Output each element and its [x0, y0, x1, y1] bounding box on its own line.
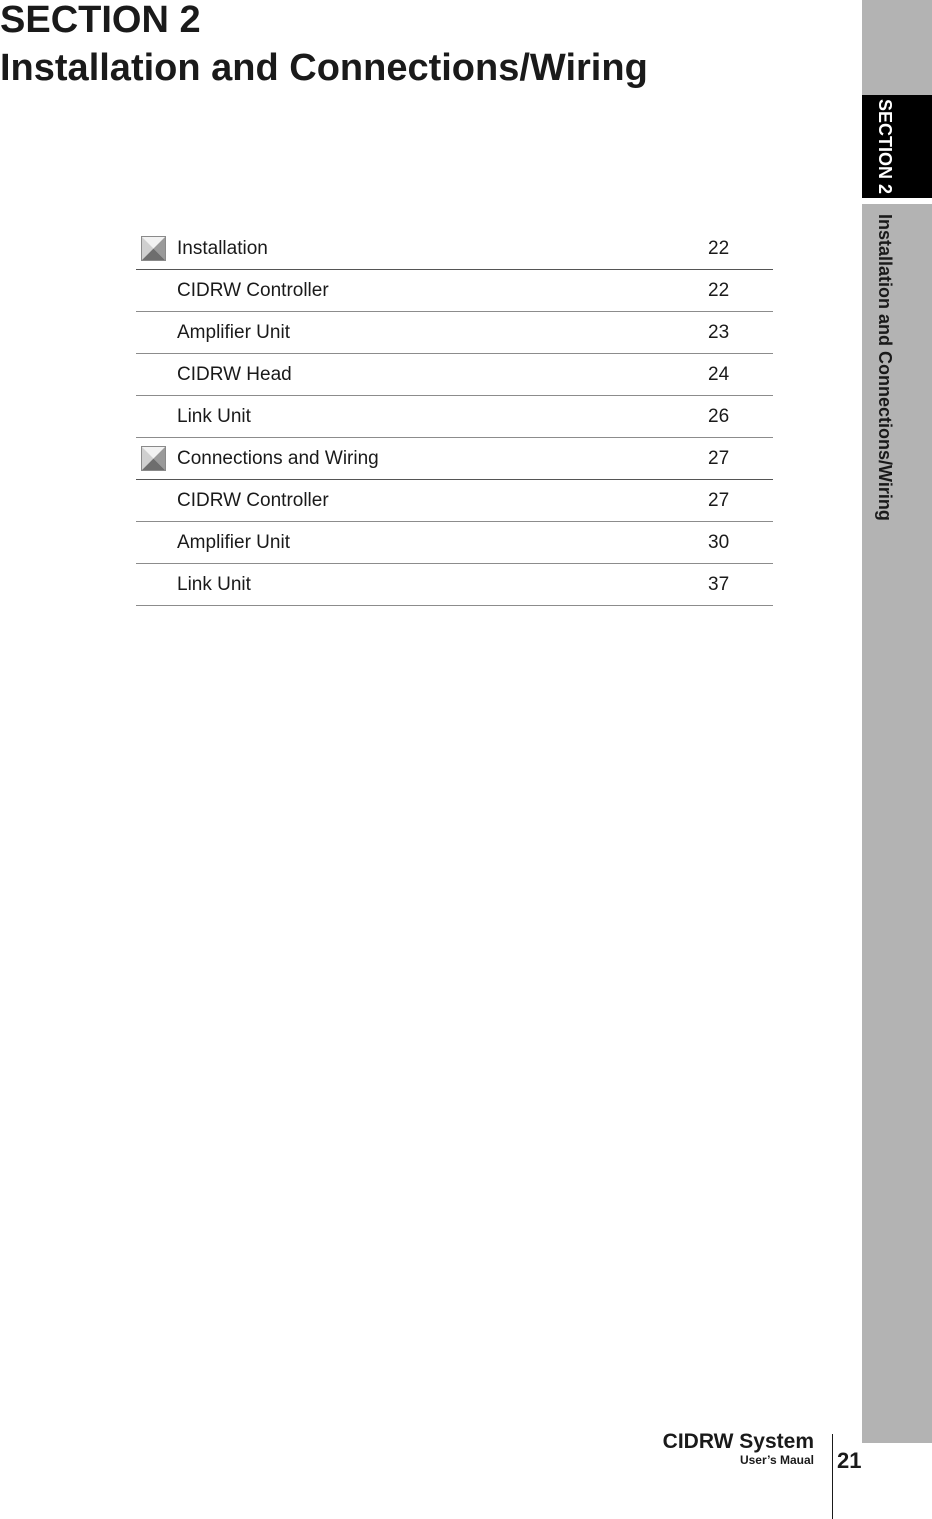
toc-section-row[interactable] — [136, 228, 773, 270]
side-tab-section-label: SECTION 2 — [875, 99, 895, 195]
toc-entry-label: Connections and Wiring — [177, 448, 379, 469]
toc-page-number: 26 — [708, 406, 730, 427]
toc-page-number: 23 — [708, 322, 730, 343]
toc-page-number: 22 — [708, 238, 730, 259]
table-of-contents — [136, 228, 773, 606]
footer-product-name: CIDRW System — [662, 1430, 814, 1453]
side-tab-section-box — [862, 95, 932, 198]
side-tab-section-title: Installation and Connections/Wiring — [875, 214, 895, 521]
footer-manual-name: User’s Maual — [739, 1453, 814, 1467]
toc-page-number: 27 — [708, 490, 730, 511]
toc-entry-label: Link Unit — [177, 574, 251, 595]
section-label: SECTION 2 — [0, 0, 201, 41]
toc-row[interactable] — [136, 522, 773, 564]
toc-entry-label: Installation — [177, 238, 268, 259]
toc-entry-label: Amplifier Unit — [177, 532, 290, 553]
section-title: Installation and Connections/Wiring — [0, 47, 648, 89]
page-number: 21 — [837, 1448, 862, 1473]
toc-row[interactable] — [136, 312, 773, 354]
toc-entry-label: Amplifier Unit — [177, 322, 290, 343]
toc-section-row[interactable] — [136, 438, 773, 480]
toc-page-number: 22 — [708, 280, 730, 301]
page-title — [0, 0, 648, 92]
side-tab-divider — [862, 198, 932, 204]
section-side-tab — [862, 0, 932, 1443]
toc-row[interactable] — [136, 480, 773, 522]
toc-page-number: 24 — [708, 364, 730, 385]
footer-divider — [832, 1434, 833, 1519]
section-bullet-icon — [141, 236, 166, 261]
toc-row[interactable] — [136, 270, 773, 312]
toc-entry-label: CIDRW Controller — [177, 490, 329, 511]
toc-entry-label: CIDRW Controller — [177, 280, 329, 301]
toc-row[interactable] — [136, 354, 773, 396]
toc-row[interactable] — [136, 564, 773, 606]
toc-page-number: 30 — [708, 532, 730, 553]
toc-entry-label: Link Unit — [177, 406, 251, 427]
toc-page-number: 27 — [708, 448, 730, 469]
toc-page-number: 37 — [708, 574, 730, 595]
toc-entry-label: CIDRW Head — [177, 364, 292, 385]
section-bullet-icon — [141, 446, 166, 471]
toc-row[interactable] — [136, 396, 773, 438]
